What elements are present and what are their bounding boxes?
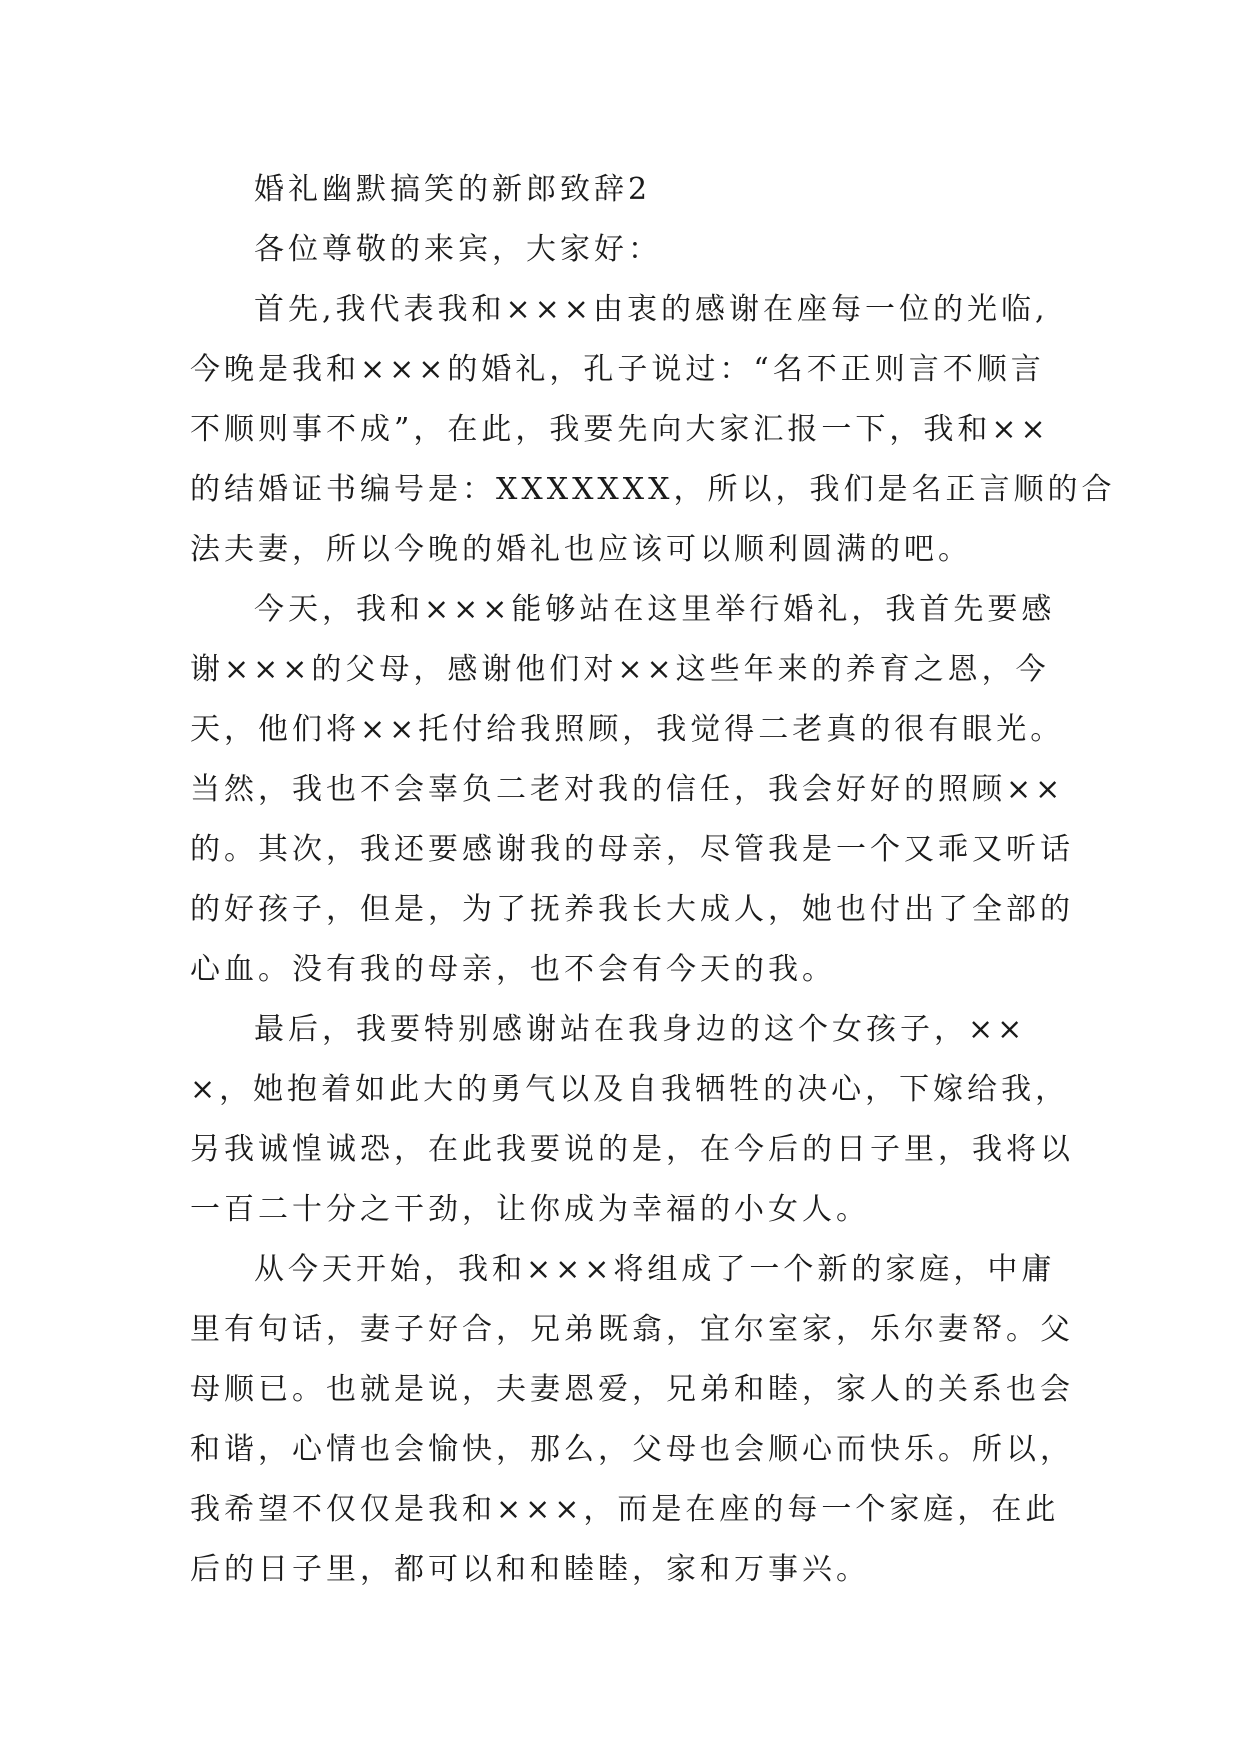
document-body <box>190 160 1116 1600</box>
paragraph-4-line: 后的日子里，都可以和和睦睦，家和万事兴。 <box>190 1552 870 1587</box>
paragraph-3-line: ×，她抱着如此大的勇气以及自我牺牲的决心，下嫁给我， <box>190 1072 1070 1107</box>
paragraph-2-line: 今天，我和×××能够站在这里举行婚礼，我首先要感 <box>254 592 1056 627</box>
paragraph-2-line: 心血。没有我的母亲，也不会有今天的我。 <box>190 952 836 987</box>
paragraph-2-line: 当然，我也不会辜负二老对我的信任，我会好好的照顾×× <box>190 772 1065 807</box>
paragraph-4-line: 和谐，心情也会愉快，那么，父母也会顺心而快乐。所以， <box>190 1432 1074 1467</box>
paragraph-2-line: 天，他们将××托付给我照顾，我觉得二老真的很有眼光。 <box>190 712 1065 747</box>
paragraph-1-line: 法夫妻，所以今晚的婚礼也应该可以顺利圆满的吧。 <box>190 532 972 567</box>
paragraph-2-line: 的。其次，我还要感谢我的母亲，尽管我是一个又乖又听话 <box>190 832 1074 867</box>
paragraph-3-line: 最后，我要特别感谢站在我身边的这个女孩子，×× <box>254 1012 1027 1047</box>
paragraph-1-line: 不顺则事不成”，在此，我要先向大家汇报一下，我和×× <box>190 412 1050 447</box>
paragraph-1-line: 首先,我代表我和×××由衷的感谢在座每一位的光临, <box>254 292 1049 327</box>
paragraph-2-line: 的好孩子，但是，为了抚养我长大成人，她也付出了全部的 <box>190 892 1074 927</box>
document-title: 婚礼幽默搞笑的新郎致辞2 <box>254 172 652 207</box>
paragraph-4-line: 里有句话，妻子好合，兄弟既翕，宜尔室家，乐尔妻帑。父 <box>190 1312 1074 1347</box>
paragraph-3-line: 一百二十分之干劲，让你成为幸福的小女人。 <box>190 1192 870 1227</box>
paragraph-4-line: 我希望不仅仅是我和×××，而是在座的每一个家庭，在此 <box>190 1492 1060 1527</box>
salutation: 各位尊敬的来宾，大家好： <box>254 232 662 267</box>
paragraph-4-line: 从今天开始，我和×××将组成了一个新的家庭，中庸 <box>254 1252 1056 1287</box>
paragraph-1-line: 的结婚证书编号是：XXXXXXX，所以，我们是名正言顺的合 <box>190 472 1116 507</box>
paragraph-2-line: 谢×××的父母，感谢他们对××这些年来的养育之恩，今 <box>190 652 1050 687</box>
paragraph-4-line: 母顺已。也就是说，夫妻恩爱，兄弟和睦，家人的关系也会 <box>190 1372 1074 1407</box>
paragraph-3-line: 另我诚惶诚恐，在此我要说的是，在今后的日子里，我将以 <box>190 1132 1074 1167</box>
paragraph-1-line: 今晚是我和×××的婚礼，孔子说过：“名不正则言不顺言 <box>190 352 1045 387</box>
